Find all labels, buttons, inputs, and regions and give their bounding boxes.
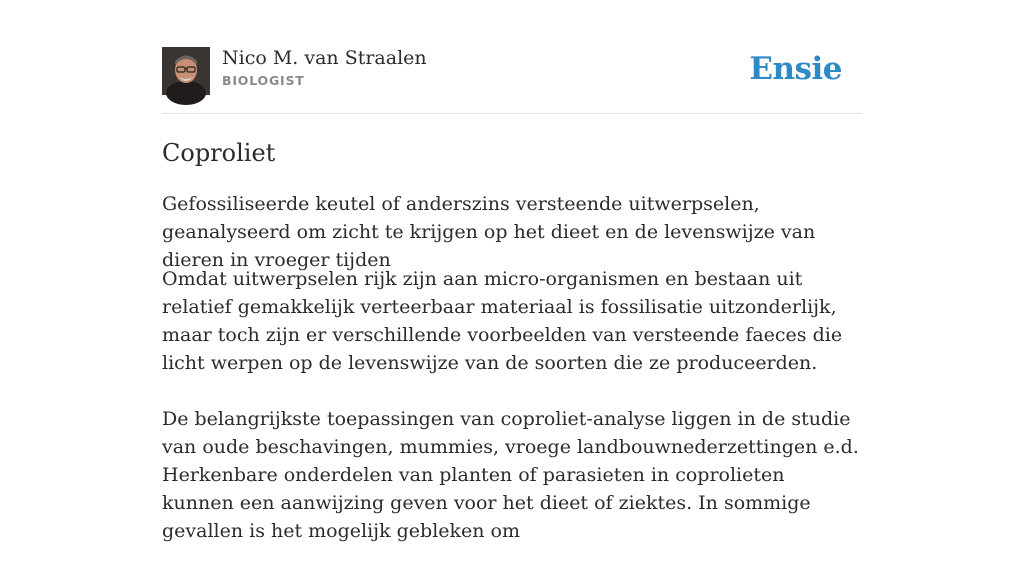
- article-column: [162, 0, 862, 542]
- person-portrait-icon: [162, 47, 210, 95]
- author-avatar[interactable]: [162, 47, 210, 95]
- article-summary: Gefossiliseerde keutel of anderszins versteende uitwerpselen, geanalyseerd om zicht te krijgen op het dieet en de levenswijze van dieren in vroeger tijden: [162, 193, 816, 271]
- body-paragraph-2: De belangrijkste toepassingen van coproliet-analyse liggen in de studie van oude beschavingen, mummies, vroege landbouwnederzettingen e.d. Herkenbare onderdelen van planten of parasieten in coprolieten kunnen een aanwijzing geven voor het dieet of ziektes. In sommige gevallen is het mogelijk gebleken om: [162, 408, 859, 542]
- body-paragraph-1: Omdat uitwerpselen rijk zijn aan micro-organismen en bestaan uit relatief gemakkelijk verteerbaar materiaal is fossilisatie uitzonderlijk, maar toch zijn er verschillende voorbeelden van versteende faeces die licht werpen op de levenswijze van de soorten die ze produceerden.: [162, 268, 843, 374]
- author-header: [162, 0, 862, 114]
- author-role: BIOLOGIST: [222, 73, 305, 88]
- article-body: [162, 265, 862, 573]
- author-name[interactable]: Nico M. van Straalen: [222, 47, 427, 69]
- author-info: [222, 45, 427, 88]
- article-title: Coproliet: [162, 139, 276, 167]
- ensie-logo[interactable]: Ensie: [749, 51, 842, 87]
